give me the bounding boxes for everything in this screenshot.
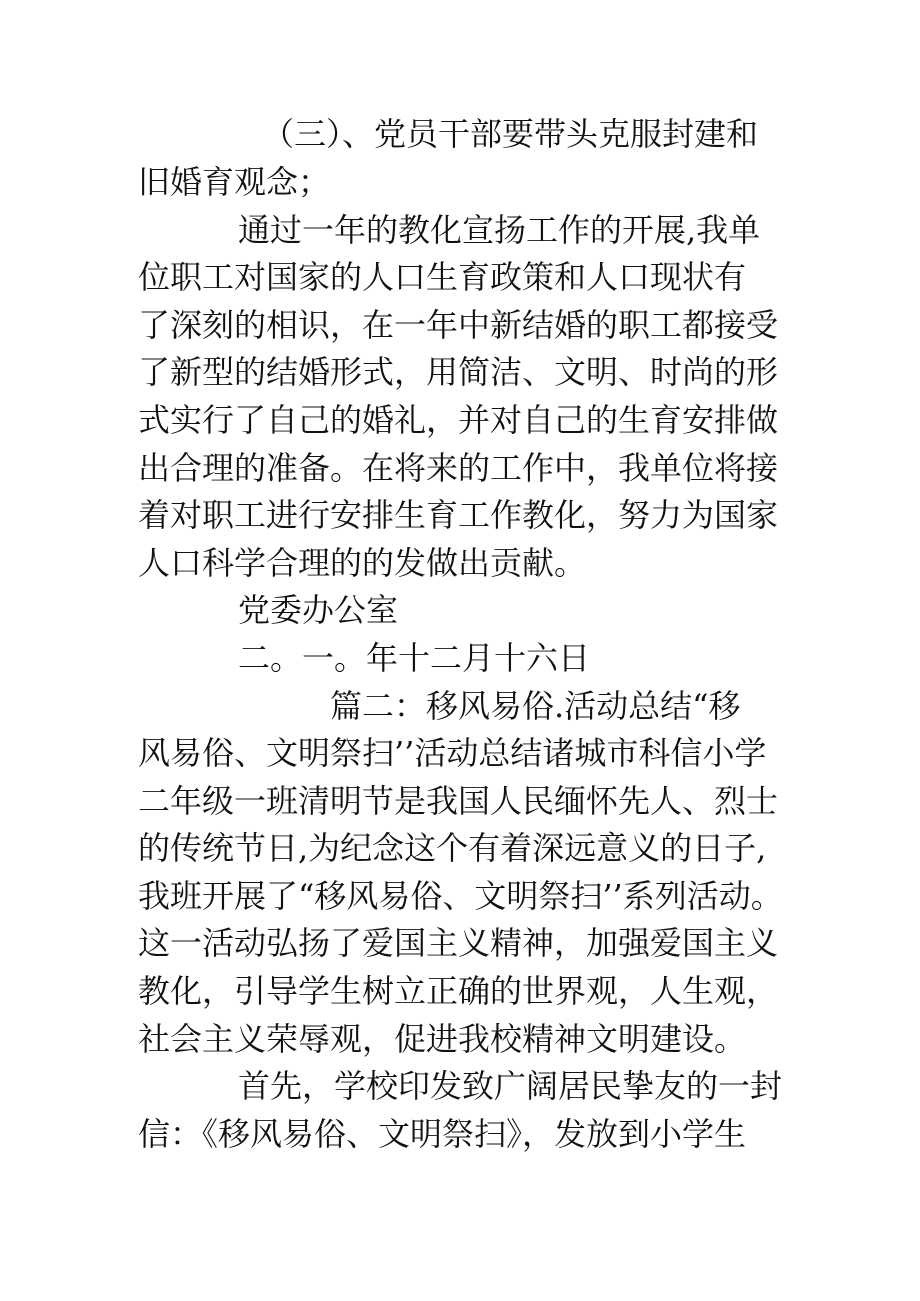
text-line: 社会主义荣辱观，促进我校精神文明建设。 bbox=[138, 1020, 747, 1058]
text-line: 的传统节日,为纪念这个有着深远意义的日子, bbox=[138, 829, 767, 867]
signature-office: 党委办公室 bbox=[238, 591, 399, 629]
text-line: 位职工对国家的人口生育政策和人口现状有 bbox=[138, 258, 747, 296]
text-line: 了新型的结婚形式，用简洁、文明、时尚的形 bbox=[138, 353, 779, 391]
text-line: 人口科学合理的的发做出贡献。 bbox=[138, 544, 587, 582]
text-line: 我班开展了“移风易俗、文明祭扫’’系列活动。 bbox=[138, 877, 783, 915]
text-line: （三）、党员干部要带头克服封建和 bbox=[262, 115, 759, 153]
text-line: 式实行了自己的婚礼，并对自己的生育安排做 bbox=[138, 401, 779, 439]
text-line: 着对职工进行安排生育工作教化，努力为国家 bbox=[138, 496, 779, 534]
text-line: 信：《移风易俗、文明祭扫》，发放到小学生 bbox=[138, 1115, 747, 1153]
text-line: 风易俗、文明祭扫’’活动总结诸城市科信小学 bbox=[138, 734, 767, 772]
signature-date: 二。一。年十二月十六日 bbox=[238, 639, 591, 677]
text-line: 出合理的准备。在将来的工作中，我单位将接 bbox=[138, 449, 779, 487]
text-line: 通过一年的教化宣扬工作的开展,我单 bbox=[238, 211, 761, 249]
text-line: 二年级一班清明节是我国人民缅怀先人、烈士 bbox=[138, 782, 779, 820]
text-line: 这一活动弘扬了爱国主义精神，加强爱国主义 bbox=[138, 924, 779, 962]
text-line: 了深刻的相识，在一年中新结婚的职工都接受 bbox=[138, 306, 779, 344]
text-line: 旧婚育观念； bbox=[138, 163, 331, 201]
section-heading: 篇二：移风易俗.活动总结“移 bbox=[330, 687, 741, 725]
text-line: 首先，学校印发致广阔居民挚友的一封 bbox=[238, 1067, 783, 1105]
text-line: 教化，引导学生树立正确的世界观，人生观， bbox=[138, 972, 779, 1010]
